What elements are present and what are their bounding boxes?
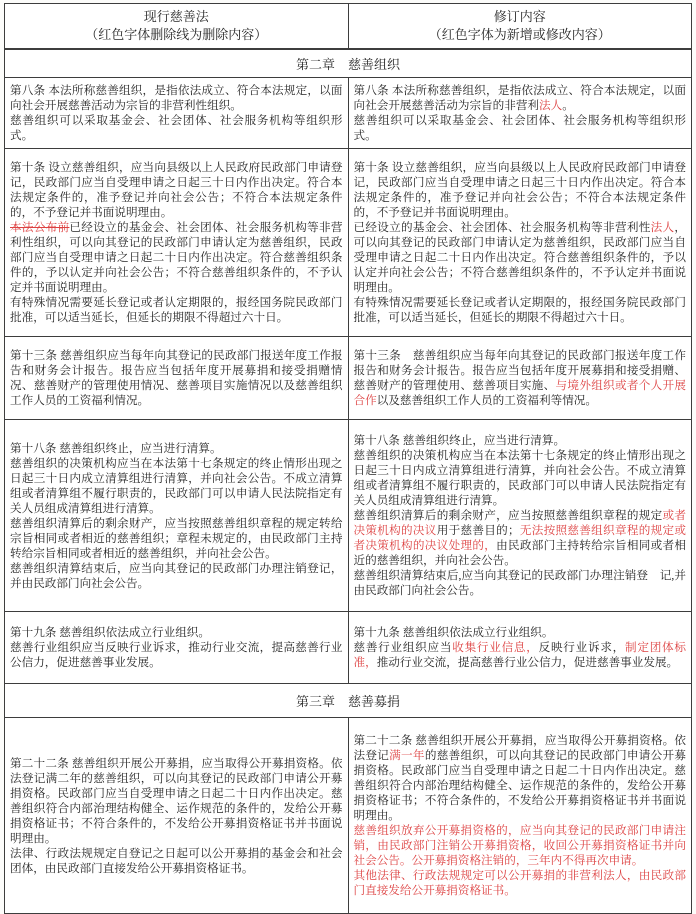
paragraph (10, 441, 343, 456)
article-row (5, 78, 692, 149)
article-row (5, 718, 692, 914)
paragraph (354, 823, 687, 868)
chapter-row (5, 684, 692, 718)
text: 第十八条 慈善组织终止，应当进行清算。 (353, 434, 566, 447)
text: ，可以向其登记的民政部门申请认定为慈善组织，民政部门应当自受理申请之日起二十日内作出决定。符合慈善组织条件的，予以认定并向社会公告；不符合慈善组织条件的，不予认定并书面说明理由。 (353, 221, 686, 294)
added-text: 慈善组织放弃公开募捐资格的，应当向其登记的民政部门申请注销，由民政部门注销公开募捐资格，收回公开募捐资格证书并向社会公告。公开募捐资格注销的，三年内不得再次申请。 (353, 824, 686, 867)
paragraph (10, 295, 343, 325)
article-cell-right (348, 420, 692, 612)
paragraph (10, 846, 343, 876)
header-current-law-note: （红色字体删除线为删除内容） (85, 27, 268, 42)
article-row (5, 149, 692, 337)
text: 。 (562, 99, 574, 112)
text: 慈善组织的决策机构应当在本法第十七条规定的终止情形出现之日起三十日内成立清算组进行清算，并向社会公告。不成立清算组或者清算组不履行职责的，民政部门可以申请人民法院指定有关人员组成清算组进行清算。 (353, 449, 686, 507)
text: 反映行业诉求， (538, 641, 626, 654)
added-text: 制定团体标准， (353, 641, 686, 669)
paragraph (10, 348, 343, 408)
article-cell-right (348, 612, 692, 684)
text: 第十三条 慈善组织应当每年向其登记的民政部门报送年度工作报告和财务会计报告。报告应当包括年度开展募捐和接受捐赠、慈善财产的管理使用、慈善项目实施、 (353, 349, 686, 392)
paragraph (10, 83, 343, 113)
header-revision-title: 修订内容 (493, 9, 546, 24)
paragraph (354, 568, 687, 598)
paragraph (10, 640, 343, 670)
deleted-text: 本法公布前 (10, 221, 70, 234)
header-revision (348, 4, 692, 50)
chapter-heading: 第三章 慈善募捐 (5, 684, 692, 718)
article-cell-right (348, 337, 692, 420)
paragraph (354, 113, 687, 143)
article-cell-left (5, 149, 349, 337)
text: 慈善组织清算结束后,应当向其登记的民政部门办理注销登 记,并由民政部门向社会公告。 (353, 569, 686, 597)
text: 第十条 设立慈善组织，应当向县级以上人民政府民政部门申请登记，民政部门应当自受理申请之日起三十日内作出决定。符合本法规定条件的，准予登记并向社会公告；不符合本法规定条件的，不予登记并书面说明理由。 (10, 161, 343, 219)
text: 有特殊情况需要延长登记或者认定期限的，报经国务院民政部门批准，可以适当延长，但延长的期限不得超过六十日。 (353, 296, 686, 324)
text: 第八条 本法所称慈善组织，是指依法成立、符合本法规定，以面向社会开展慈善活动为宗旨的非营利性组织。 (10, 84, 343, 112)
text: 第十条 设立慈善组织，应当向县级以上人民政府民政部门申请登记，民政部门应当自受理申请之日起三十日内作出决定。符合本法规定条件的，准予登记并向社会公告；不符合本法规定条件的，不予登记并书面说明理由。 (353, 161, 686, 219)
paragraph (10, 756, 343, 846)
article-row (5, 420, 692, 612)
paragraph (10, 516, 343, 561)
text: 以及慈善组织工作人员的工资福利等情况。 (376, 394, 597, 407)
paragraph (354, 448, 687, 508)
paragraph (354, 625, 687, 640)
text: 第二十二条 慈善组织开展公开募捐，应当取得公开募捐资格。依法登记 (353, 734, 686, 762)
text: 第二十二条 慈善组织开展公开募捐，应当取得公开募捐资格。依法登记满二年的慈善组织，可以向其登记的民政部门申请公开募捐资格。民政部门应当自受理申请之日起二十日内作出决定。慈善组织符合内部治理结构健全、运作规范的条件的，发给公开募捐资格证书；不符合条件的，不发给公开募捐资格证书并书面说明理由。 (10, 756, 343, 845)
text: 慈善组织的决策机构应当在本法第十七条规定的终止情形出现之日起三十日内成立清算组进行清算，并向社会公告。不成立清算组或者清算组不履行职责的，民政部门可以申请人民法院指定有关人员组成清算组进行清算。 (10, 456, 343, 515)
header-current-law-title: 现行慈善法 (143, 9, 209, 24)
paragraph (354, 348, 687, 408)
text: 的慈善组织，可以向其登记的民政部门申请公开募捐资格。民政部门应当自受理申请之日起二十日内作出决定。慈善组织符合内部治理结构健全、运作规范的条件的，发给公开募捐资格证书；不符合条件的，不发给公开募捐资格证书并书面说明理由。 (353, 749, 686, 822)
text: 慈善行业组织应当 (353, 641, 453, 654)
added-text: 无法按照慈善组织章程的规定或者决策机构的决议处理的， (353, 524, 686, 552)
paragraph (10, 160, 343, 220)
text: 由民政部门主持转给宗旨相同或者相近的慈善组织，并向社会公告。 (353, 539, 686, 567)
article-cell-right (348, 718, 692, 914)
text: 慈善行业组织应当反映行业诉求，推动行业交流，提高慈善行业公信力，促进慈善事业发展。 (10, 641, 343, 669)
added-text: 法人 (539, 99, 563, 112)
paragraph (10, 456, 343, 516)
header-current-law (5, 4, 349, 50)
added-text: 法人 (650, 221, 675, 234)
header-row (5, 4, 692, 50)
added-text: 其他法律、行政法规规定可以公开募捐的非营利法人，由民政部门直接发给公开募捐资格证书。 (353, 869, 686, 897)
text: 慈善组织清算结束后，应当向其登记的民政部门办理注销登记，并由民政部门向社会公告。 (10, 561, 343, 590)
document-page (0, 3, 696, 914)
paragraph (354, 433, 687, 448)
text: 慈善组织可以采取基金会、社会团体、社会服务机构等组织形式。 (353, 114, 686, 142)
text: 第十九条 慈善组织依法成立行业组织。 (10, 626, 210, 639)
paragraph (10, 561, 343, 591)
added-text: 满一年 (389, 749, 425, 762)
chapter-row (5, 49, 692, 78)
paragraph (10, 625, 343, 640)
text: 推动行业交流，提高慈善行业公信力，促进慈善事业发展。 (376, 656, 679, 669)
text: 慈善组织可以采取基金会、社会团体、社会服务机构等组织形式。 (10, 114, 343, 142)
paragraph (354, 640, 687, 670)
header-revision-note: （红色字体为新增或修改内容） (428, 27, 611, 42)
paragraph (354, 868, 687, 898)
text: 慈善组织清算后的剩余财产，应当按照慈善组织章程的规定 (353, 509, 663, 522)
comparison-table-body (5, 4, 692, 914)
text: 第八条 本法所称慈善组织，是指依法成立、符合本法规定，以面向社会开展慈善活动为宗旨的非营利 (353, 84, 686, 112)
article-cell-left (5, 420, 349, 612)
paragraph (354, 83, 687, 113)
article-cell-left (5, 78, 349, 149)
added-text: 与境外组织或者个人开展合作 (353, 379, 686, 407)
text: 第十三条 慈善组织应当每年向其登记的民政部门报送年度工作报告和财务会计报告。报告应当包括年度开展募捐和接受捐赠情况、慈善财产的管理使用情况、慈善项目实施情况以及慈善组织工作人员的工资福利情况。 (10, 349, 343, 407)
article-cell-left (5, 337, 349, 420)
paragraph (354, 160, 687, 220)
article-cell-right (348, 149, 692, 337)
paragraph (10, 113, 343, 143)
paragraph (354, 220, 687, 295)
added-text: 或者决策机构的决议 (353, 509, 686, 537)
chapter-heading: 第二章 慈善组织 (5, 49, 692, 78)
law-comparison-table (4, 3, 692, 914)
text: 已经设立的基金会、社会团体、社会服务机构等非营利性组织，可以向其登记的民政部门申请认定为慈善组织，民政部门应当自受理申请之日起二十日内作出决定。符合慈善组织条件的，予以认定并向社会公告；不符合慈善组织条件的，不予认定并书面说明理由。 (10, 221, 343, 294)
article-row (5, 337, 692, 420)
article-cell-left (5, 612, 349, 684)
text: 法律、行政法规规定自登记之日起可以公开募捐的基金会和社会团体，由民政部门直接发给公开募捐资格证书。 (10, 846, 343, 875)
text: 用于慈善目的； (436, 524, 520, 537)
text: 已经设立的基金会、社会团体、社会服务机构等非营利性 (353, 221, 651, 234)
article-row (5, 612, 692, 684)
article-cell-right (348, 78, 692, 149)
paragraph (354, 295, 687, 325)
text: 第十八条 慈善组织终止，应当进行清算。 (10, 441, 222, 455)
paragraph (10, 220, 343, 295)
added-text: 收集行业信息， (452, 641, 539, 654)
text: 第十九条 慈善组织依法成立行业组织。 (353, 626, 554, 639)
text: 有特殊情况需要延长登记或者认定期限的，报经国务院民政部门批准，可以适当延长，但延长的期限不得超过六十日。 (10, 296, 343, 324)
text: 慈善组织清算后的剩余财产，应当按照慈善组织章程的规定转给宗旨相同或者相近的慈善组织；章程未规定的，由民政部门主持转给宗旨相同或者相近的慈善组织，并向社会公告。 (10, 516, 343, 560)
article-cell-left (5, 718, 349, 914)
paragraph (354, 733, 687, 823)
paragraph (354, 508, 687, 568)
